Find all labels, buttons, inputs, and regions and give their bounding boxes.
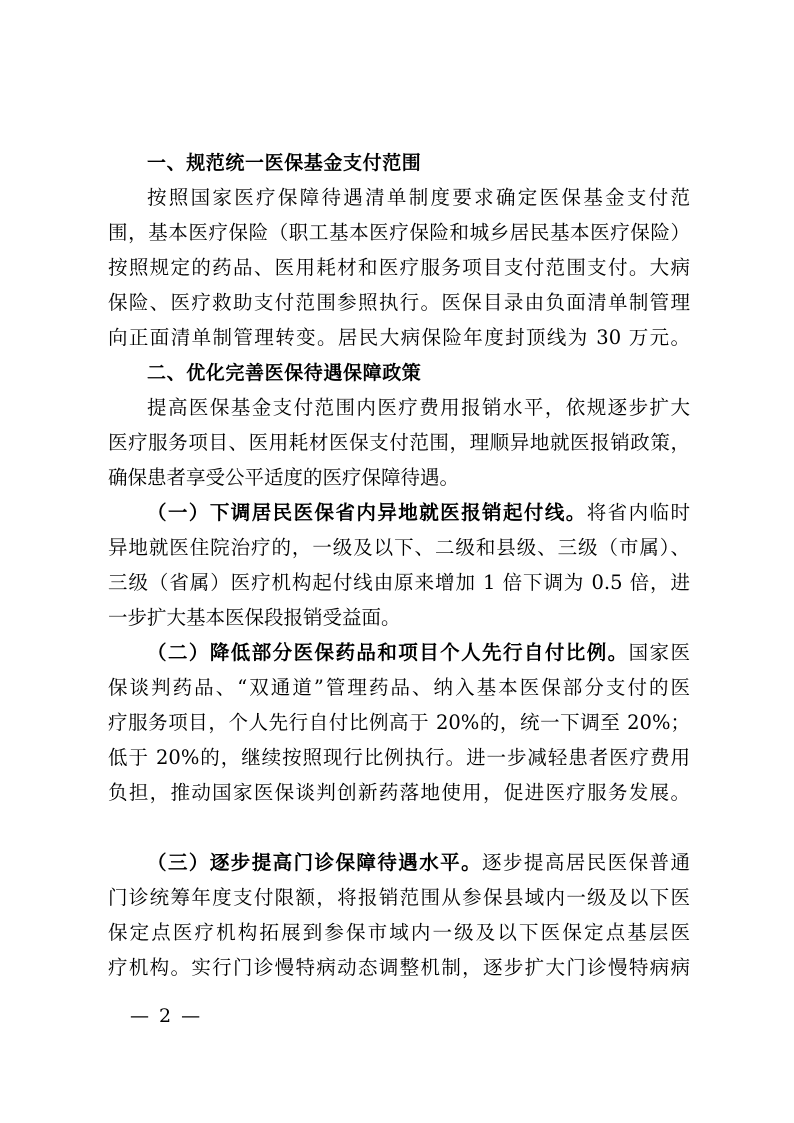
- item-first-line: [147, 497, 690, 529]
- paragraph-line: 疗服务项目，个人先行自付比例高于 20%的，统一下调至 20%；: [108, 711, 690, 734]
- item-first-line: [147, 847, 690, 879]
- item-first-line: [147, 637, 690, 669]
- item-text: 国家医: [628, 641, 690, 664]
- paragraph-line: 保定点医疗机构拓展到参保市域内一级及以下医保定点基层医: [108, 921, 690, 944]
- paragraph-line: 门诊统筹年度支付限额，将报销范围从参保县域内一级及以下医: [108, 886, 690, 909]
- paragraph-line: 按照国家医疗保障待遇清单制度要求确定医保基金支付范: [147, 186, 690, 209]
- paragraph-line: 异地就医住院治疗的，一级及以下、二级和县级、三级（市属）、: [108, 536, 690, 559]
- page-number: — 2 —: [130, 1005, 203, 1027]
- section-heading: 二、优化完善医保待遇保障政策: [147, 362, 422, 384]
- paragraph-line: 围，基本医疗保险（职工基本医疗保险和城乡居民基本医疗保险）: [108, 221, 690, 244]
- paragraph-line: 提高医保基金支付范围内医疗费用报销水平，依规逐步扩大: [147, 396, 690, 419]
- paragraph-line: 一步扩大基本医保段报销受益面。: [108, 606, 401, 629]
- paragraph-line: 疗机构。实行门诊慢特病动态调整机制，逐步扩大门诊慢特病病: [108, 956, 690, 979]
- paragraph-line: 医疗服务项目、医用耗材医保支付范围，理顺异地就医报销政策，: [108, 431, 690, 454]
- paragraph-line: 负担，推动国家医保谈判创新药落地使用，促进医疗服务发展。: [108, 781, 690, 804]
- paragraph-line: 向正面清单制管理转变。居民大病保险年度封顶线为 30 万元。: [108, 326, 690, 349]
- paragraph-line: 确保患者享受公平适度的医疗保障待遇。: [108, 466, 460, 489]
- paragraph-line: 三级（省属）医疗机构起付线由原来增加 1 倍下调为 0.5 倍，进: [108, 571, 690, 594]
- item-text: 逐步提高居民医保普通: [482, 851, 690, 874]
- section-heading: 一、规范统一医保基金支付范围: [147, 152, 422, 174]
- paragraph-line: 保谈判药品、“双通道”管理药品、纳入基本医保部分支付的医: [108, 676, 690, 699]
- item-title: （一）下调居民医保省内异地就医报销起付线。: [147, 501, 587, 524]
- paragraph-line: 低于 20%的，继续按照现行比例执行。进一步减轻患者医疗费用: [108, 746, 690, 769]
- paragraph-line: 保险、医疗救助支付范围参照执行。医保目录由负面清单制管理: [108, 291, 690, 314]
- paragraph-line: 按照规定的药品、医用耗材和医疗服务项目支付范围支付。大病: [108, 256, 690, 279]
- item-title: （二）降低部分医保药品和项目个人先行自付比例。: [147, 641, 629, 664]
- item-text: 将省内临时: [586, 501, 690, 524]
- item-title: （三）逐步提高门诊保障待遇水平。: [147, 851, 483, 874]
